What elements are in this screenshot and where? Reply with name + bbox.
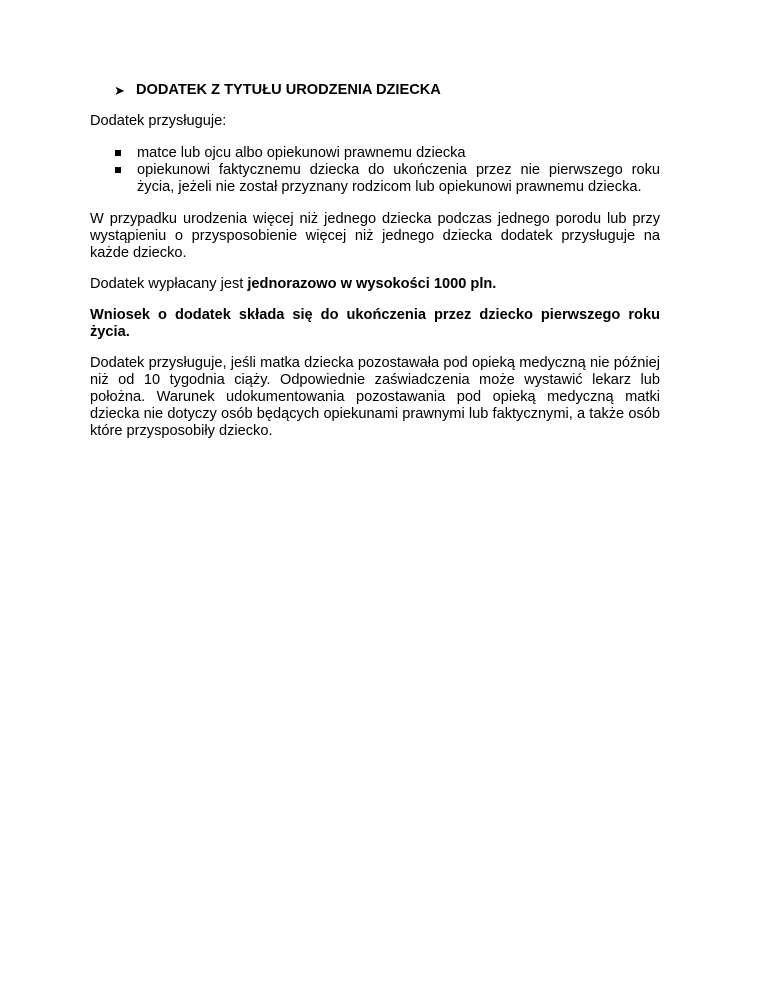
list-item-text: opiekunowi faktycznemu dziecka do ukończenia przez nie pierwszego roku życia, jeżeli nie został przyznany rodzicom lub opiekunowi prawnemu dziecka.: [137, 162, 660, 195]
list-item: [90, 145, 660, 162]
arrow-bullet-icon: ➤: [114, 83, 125, 98]
application-paragraph: Wniosek o dodatek składa się do ukończenia przez dziecko pierwszego roku życia.: [90, 307, 660, 340]
section-heading: [114, 82, 660, 99]
eligibility-list: [90, 145, 660, 196]
square-bullet-icon: [115, 167, 121, 173]
list-item: [90, 162, 660, 196]
medical-care-paragraph: Dodatek przysługuje, jeśli matka dziecka pozostawała pod opieką medyczną nie później niż od 10 tygodnia ciąży. Odpowiednie zaświadczenia może wystawić lekarz lub położna. Warunek udokumentowania pozostawania pod opieką medyczną matki dziecka nie dotyczy osób będących opiekunami prawnymi lub faktycznymi, a także osób które przysposobiły dziecko.: [90, 355, 660, 439]
payment-paragraph: [90, 276, 660, 293]
multiple-birth-paragraph: W przypadku urodzenia więcej niż jednego dziecka podczas jednego porodu lub przy wystąpieniu o przysposobienie więcej niż jednego dziecka dodatek przysługuje na każde dziecko.: [90, 211, 660, 261]
list-item-text: matce lub ojcu albo opiekunowi prawnemu dziecka: [137, 145, 466, 161]
intro-text: Dodatek przysługuje:: [90, 113, 227, 129]
payment-prefix: Dodatek wypłacany jest: [90, 276, 248, 292]
square-bullet-icon: [115, 150, 121, 156]
heading-text: DODATEK Z TYTUŁU URODZENIA DZIECKA: [136, 82, 441, 98]
document-page: [90, 82, 660, 454]
payment-amount: jednorazowo w wysokości 1000 pln.: [247, 276, 497, 292]
